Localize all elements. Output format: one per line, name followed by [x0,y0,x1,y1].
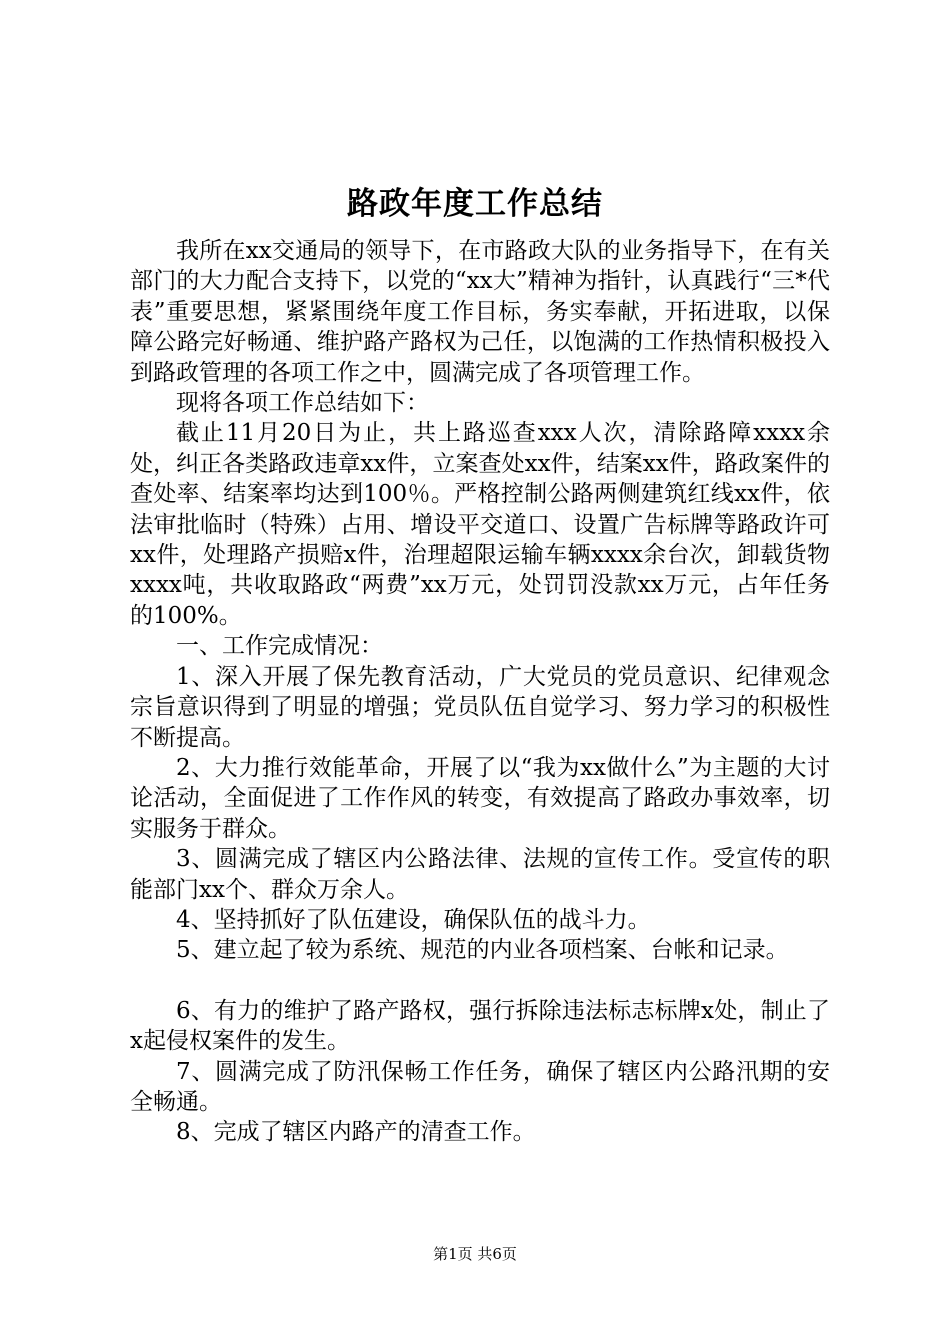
list-item-2: 2、大力推行效能革命，开展了以“我为xx做什么”为主题的大讨论活动，全面促进了工作作风的转变，有效提高了路政办事效率，切实服务于群众。 [130,754,830,842]
paragraph-intro: 我所在xx交通局的领导下，在市路政大队的业务指导下，在有关部门的大力配合支持下，以党的“xx大”精神为指针，认真践行“三*代表”重要思想，紧紧围绕年度工作目标，务实奉献，开拓进取，以保障公路完好畅通、维护路产路权为己任，以饱满的工作热情积极投入到路政管理的各项工作之中，圆满完成了各项管理工作。 [130,238,830,386]
list-item-4: 4、坚持抓好了队伍建设，确保队伍的战斗力。 [176,906,651,933]
list-item-6: 6、有力的维护了路产路权，强行拆除违法标志标牌x处，制止了x起侵权案件的发生。 [130,997,830,1055]
list-item-7: 7、圆满完成了防汛保畅工作任务，确保了辖区内公路汛期的安全畅通。 [130,1058,830,1115]
list-item-3: 3、圆满完成了辖区内公路法律、法规的宣传工作。受宣传的职能部门xx个、群众万余人。 [130,846,830,903]
list-item-8: 8、完成了辖区内路产的清查工作。 [176,1119,536,1146]
list-item-1: 1、深入开展了保先教育活动，广大党员的党员意识、纪律观念宗旨意识得到了明显的增强；党员队伍自觉学习、努力学习的积极性不断提高。 [130,663,830,751]
paragraph-statistics: 截止11月20日为止，共上路巡查xxx人次，清除路障xxxx余处，纠正各类路政违章xx件，立案查处xx件，结案xx件，路政案件的查处率、结案率均达到100％。严格控制公路两侧建筑红线xx件，依法审批临时（特殊）占用、增设平交道口、设置广告标牌等路政许可xx件，处理路产损赔x件，治理超限运输车辆xxxx余台次，卸载货物xxxx吨，共收取路政“两费”xx万元，处罚罚没款xx万元，占年任务的100%。 [130,420,830,629]
section-heading-work-completion: 一、工作完成情况： [176,633,383,660]
document-title: 路政年度工作总结 [347,186,603,222]
document-body [130,236,830,1148]
list-item-5: 5、建立起了较为系统、规范的内业各项档案、台帐和记录。 [176,937,789,964]
page-number-footer: 第1页 共6页 [433,1245,517,1263]
paragraph-summary-lead: 现将各项工作总结如下： [176,390,429,417]
